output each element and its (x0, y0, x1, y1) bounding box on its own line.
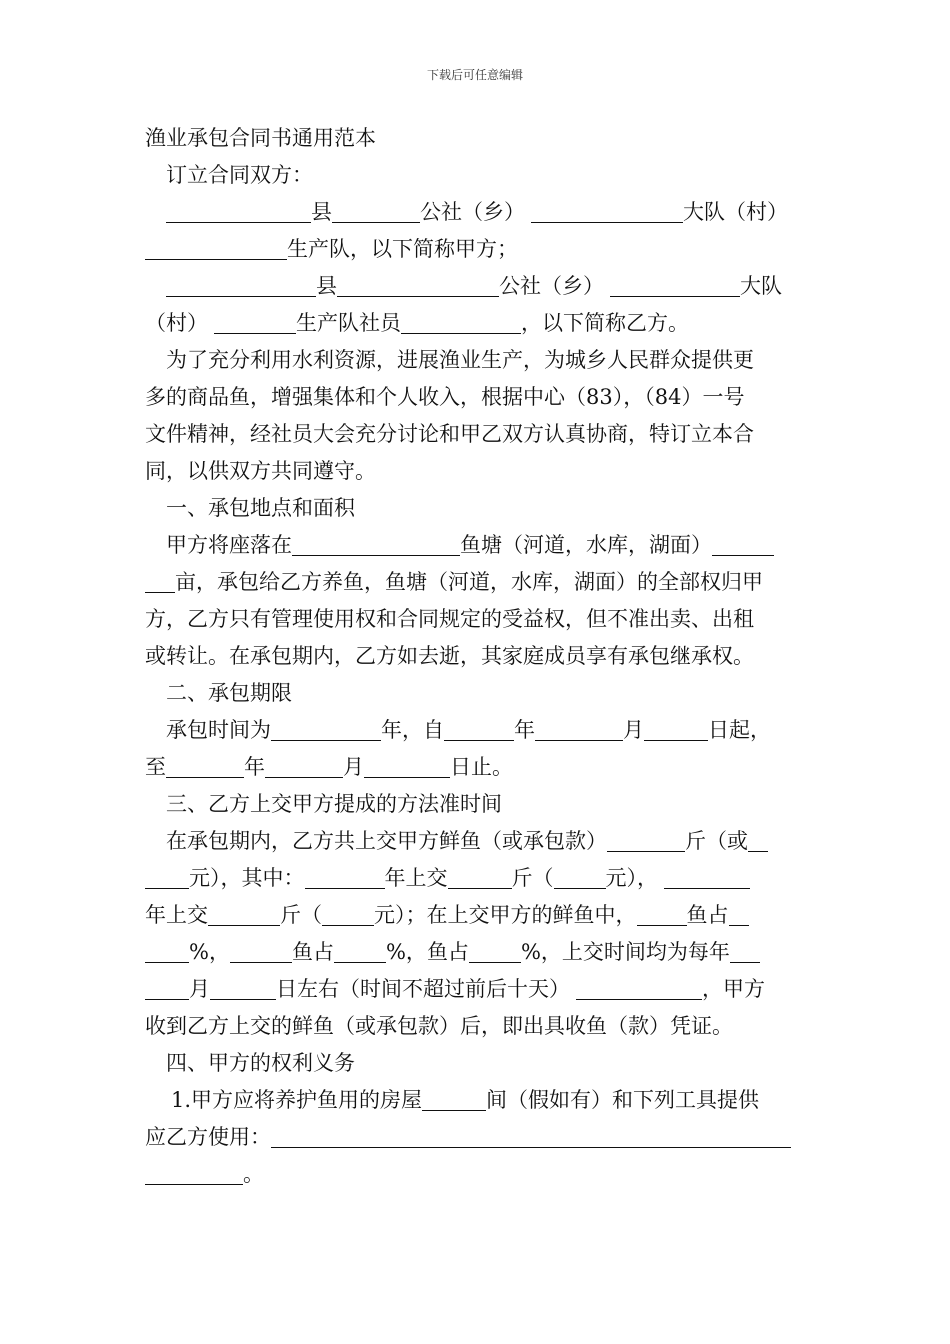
text-end: 日止。 (450, 755, 513, 779)
text-brigade: 大队（村） (683, 200, 788, 224)
text-day-from: 日起， (708, 718, 771, 742)
text-tools: 间（假如有）和下列工具提供 (486, 1088, 760, 1112)
blank-field[interactable] (214, 312, 296, 334)
blank-field[interactable] (145, 978, 189, 1000)
section4-heading: 四、甲方的权利义务 (166, 1051, 355, 1075)
section3-line1 (145, 823, 807, 860)
blank-field[interactable] (208, 904, 280, 926)
text-commune: 公社（乡） (499, 274, 604, 298)
blank-field[interactable] (332, 201, 420, 223)
blank-field[interactable] (422, 1089, 486, 1111)
section1-heading: 一、承包地点和面积 (166, 496, 355, 520)
section2-line2 (145, 749, 807, 786)
section3-line6: 收到乙方上交的鲜鱼（或承包款）后，即出具收鱼（款）凭证。 (145, 1014, 733, 1038)
blank-field[interactable] (166, 275, 316, 297)
text-brigade: 大队 (740, 274, 782, 298)
text-fish-pct: 鱼占 (291, 940, 334, 964)
blank-field[interactable] (145, 1163, 243, 1185)
blank-field[interactable] (712, 534, 774, 556)
blank-field[interactable] (145, 571, 175, 593)
blank-field[interactable] (535, 719, 623, 741)
page-title: 渔业承包合同书通用范本 (145, 126, 376, 150)
blank-field[interactable] (730, 941, 760, 963)
text-month: 月 (189, 977, 210, 1001)
text-party-a: 生产队，以下简称甲方； (287, 237, 518, 261)
blank-field[interactable] (230, 941, 292, 963)
section4-item1-line3 (145, 1156, 807, 1193)
section1-line1 (145, 527, 807, 564)
blank-field[interactable] (531, 201, 683, 223)
text-house: 1.甲方应将养护鱼用的房屋 (171, 1088, 423, 1112)
section2-line1 (145, 712, 807, 749)
blank-field[interactable] (265, 756, 343, 778)
text-month: 月 (343, 755, 364, 779)
section1-line3: 方，乙方只有管理使用权和合同规定的受益权，但不准出卖、出租 (145, 607, 754, 631)
blank-field[interactable] (271, 1126, 791, 1148)
blank-field[interactable] (644, 719, 708, 741)
section3-line2 (145, 860, 807, 897)
text-yuan: 元）；在上交甲方的鲜鱼中， (374, 903, 637, 927)
text-village: （村） (145, 311, 208, 335)
preamble-line: 同，以供双方共同遵守。 (145, 459, 376, 483)
text-year: 年 (514, 718, 535, 742)
text-pct: %， (385, 940, 427, 964)
text-pond: 鱼塘（河道，水库，湖面） (460, 533, 712, 557)
blank-field[interactable] (401, 312, 521, 334)
text-commune: 公社（乡） (420, 200, 525, 224)
blank-field[interactable] (334, 941, 386, 963)
section1-line2 (145, 564, 807, 601)
blank-field[interactable] (576, 978, 702, 1000)
text-team-member: 生产队社员 (296, 311, 401, 335)
header-note: 下载后可任意编辑 (426, 68, 523, 82)
blank-field[interactable] (322, 904, 374, 926)
text-use: 应乙方使用： (145, 1125, 271, 1149)
blank-field[interactable] (166, 201, 311, 223)
preamble-line: 为了充分利用水利资源，进展渔业生产，为城乡人民群众提供更 (166, 348, 754, 372)
parties-heading: 订立合同双方： (166, 163, 313, 187)
blank-field[interactable] (610, 275, 740, 297)
section4-item1-line2 (145, 1119, 807, 1156)
blank-field[interactable] (729, 904, 749, 926)
text-day-approx: 日左右（时间不超过前后十天） (276, 977, 570, 1001)
text-location: 甲方将座落在 (166, 533, 292, 557)
text-year: 年 (244, 755, 265, 779)
text-year: 年 (381, 718, 402, 742)
party-a-line2 (145, 231, 807, 268)
party-b-line2 (145, 305, 807, 342)
blank-field[interactable] (664, 867, 750, 889)
text-duration: 承包时间为 (166, 718, 271, 742)
text-to: 至 (145, 755, 166, 779)
section2-heading: 二、承包期限 (166, 681, 292, 705)
contract-document (145, 120, 807, 1193)
text-year-pay: 年上交 (384, 866, 448, 890)
blank-field[interactable] (305, 867, 385, 889)
party-b-line1 (145, 268, 807, 305)
text-jin: 斤（或 (685, 829, 748, 853)
text-party-b: ，以下简称乙方。 (521, 311, 689, 335)
text-pay-fish: 在承包期内，乙方共上交甲方鲜鱼（或承包款） (166, 829, 607, 853)
section3-heading: 三、乙方上交甲方提成的方法准时间 (166, 792, 502, 816)
text-fish-pct: 鱼占 (686, 903, 729, 927)
blank-field[interactable] (145, 867, 189, 889)
text-yuan: 元），其中： (189, 866, 305, 890)
section3-line4 (145, 934, 807, 971)
blank-field[interactable] (444, 719, 514, 741)
blank-field[interactable] (748, 830, 768, 852)
preamble-line: 文件精神，经社员大会充分讨论和甲乙双方认真协商，特订立本合 (145, 422, 754, 446)
section3-line3 (145, 897, 807, 934)
text-period: 。 (243, 1162, 264, 1186)
text-county: 县 (316, 274, 337, 298)
blank-field[interactable] (448, 867, 512, 889)
blank-field[interactable] (554, 867, 606, 889)
section1-line4: 或转让。在承包期内，乙方如去逝，其家庭成员享有承包继承权。 (145, 644, 754, 668)
blank-field[interactable] (210, 978, 276, 1000)
section4-item1 (145, 1082, 807, 1119)
text-from: ，自 (402, 718, 444, 742)
blank-field[interactable] (337, 275, 499, 297)
text-jin: 斤（ (280, 903, 322, 927)
text-year-pay: 年上交 (145, 903, 208, 927)
blank-field[interactable] (292, 534, 460, 556)
blank-field[interactable] (364, 756, 450, 778)
blank-field[interactable] (145, 941, 189, 963)
party-a-line1 (145, 194, 807, 231)
blank-field[interactable] (145, 238, 287, 260)
blank-field[interactable] (637, 904, 687, 926)
preamble-line: 多的商品鱼，增强集体和个人收入，根据中心（83），（84）一号 (145, 385, 745, 409)
text-area: 亩，承包给乙方养鱼，鱼塘（河道，水库，湖面）的全部权归甲 (175, 570, 763, 594)
blank-field[interactable] (607, 830, 685, 852)
text-jin: 斤（ (511, 866, 554, 890)
blank-field[interactable] (271, 719, 381, 741)
text-county: 县 (311, 200, 332, 224)
blank-field[interactable] (469, 941, 521, 963)
section3-line5 (145, 971, 807, 1008)
text-month: 月 (623, 718, 644, 742)
text-pay-time: %，上交时间均为每年 (520, 940, 730, 964)
blank-field[interactable] (166, 756, 244, 778)
text-pct: %， (189, 940, 230, 964)
text-fish-pct: 鱼占 (426, 940, 469, 964)
text-yuan: 元）， (605, 866, 658, 890)
text-party-a: ，甲方 (702, 977, 765, 1001)
